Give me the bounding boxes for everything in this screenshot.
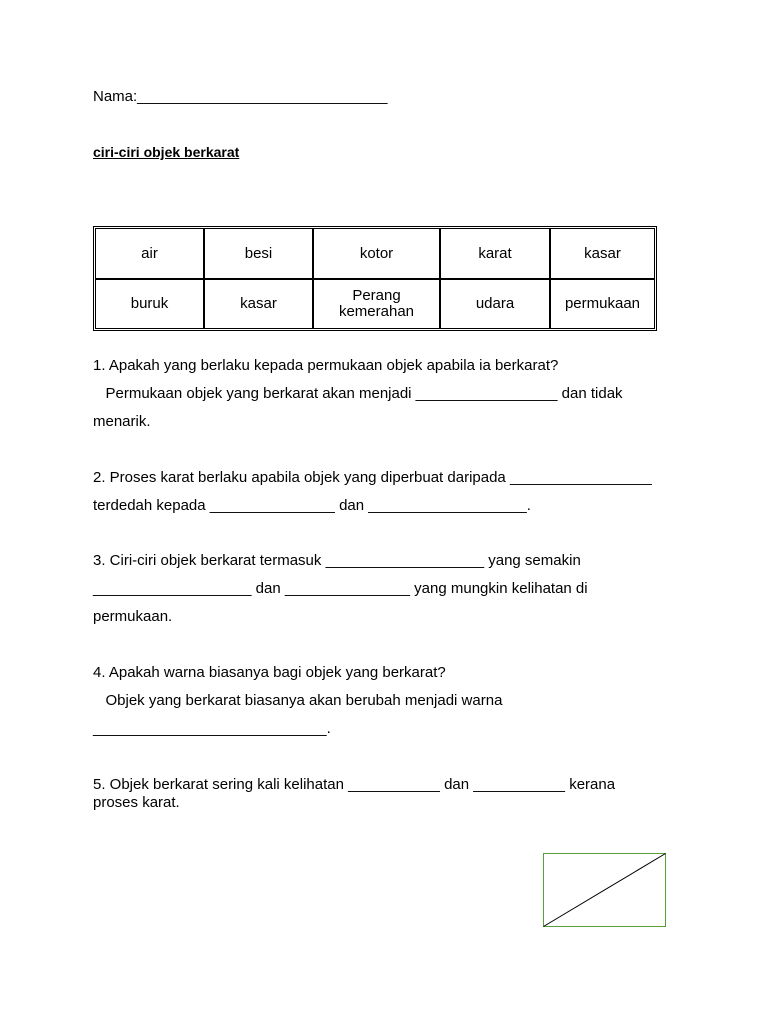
answer-line: permukaan. <box>93 608 173 625</box>
answer-line: ___________________ dan _______________ yang mungkin kelihatan di <box>93 580 588 597</box>
diagonal-line <box>544 854 666 927</box>
answer-line: proses karat. <box>93 794 180 811</box>
word-cell: air <box>96 229 204 279</box>
word-cell: kasar <box>204 279 313 328</box>
answer-line: Objek yang berkarat biasanya akan berubah menjadi warna <box>93 692 503 709</box>
question-text: 1. Apakah yang berlaku kepada permukaan objek apabila ia berkarat? <box>93 357 559 374</box>
table-row <box>96 279 654 328</box>
answer-line: menarik. <box>93 413 151 430</box>
question-text: 2. Proses karat berlaku apabila objek yang diperbuat daripada _________________ <box>93 469 652 486</box>
question-text: 4. Apakah warna biasanya bagi objek yang berkarat? <box>93 664 446 681</box>
word-cell: kotor <box>313 229 440 279</box>
worksheet-title: ciri-ciri objek berkarat <box>93 144 240 160</box>
answer-line: ____________________________. <box>93 720 331 737</box>
placeholder-image-box <box>543 853 666 927</box>
answer-line: terdedah kepada _______________ dan ___________________. <box>93 497 531 514</box>
word-bank-table <box>93 226 657 331</box>
word-cell: besi <box>204 229 313 279</box>
word-cell: kasar <box>550 229 654 279</box>
answer-line: Permukaan objek yang berkarat akan menjadi _________________ dan tidak <box>93 385 623 402</box>
name-field-line: Nama:______________________________ <box>93 88 388 105</box>
question-text: 5. Objek berkarat sering kali kelihatan ___________ dan ___________ kerana <box>93 776 616 793</box>
word-cell: Perang kemerahan <box>313 279 440 328</box>
word-cell: buruk <box>96 279 204 328</box>
word-cell: udara <box>440 279 550 328</box>
question-text: 3. Ciri-ciri objek berkarat termasuk ___________________ yang semakin <box>93 552 581 569</box>
word-cell: karat <box>440 229 550 279</box>
table-row <box>96 229 654 279</box>
word-cell: permukaan <box>550 279 654 328</box>
